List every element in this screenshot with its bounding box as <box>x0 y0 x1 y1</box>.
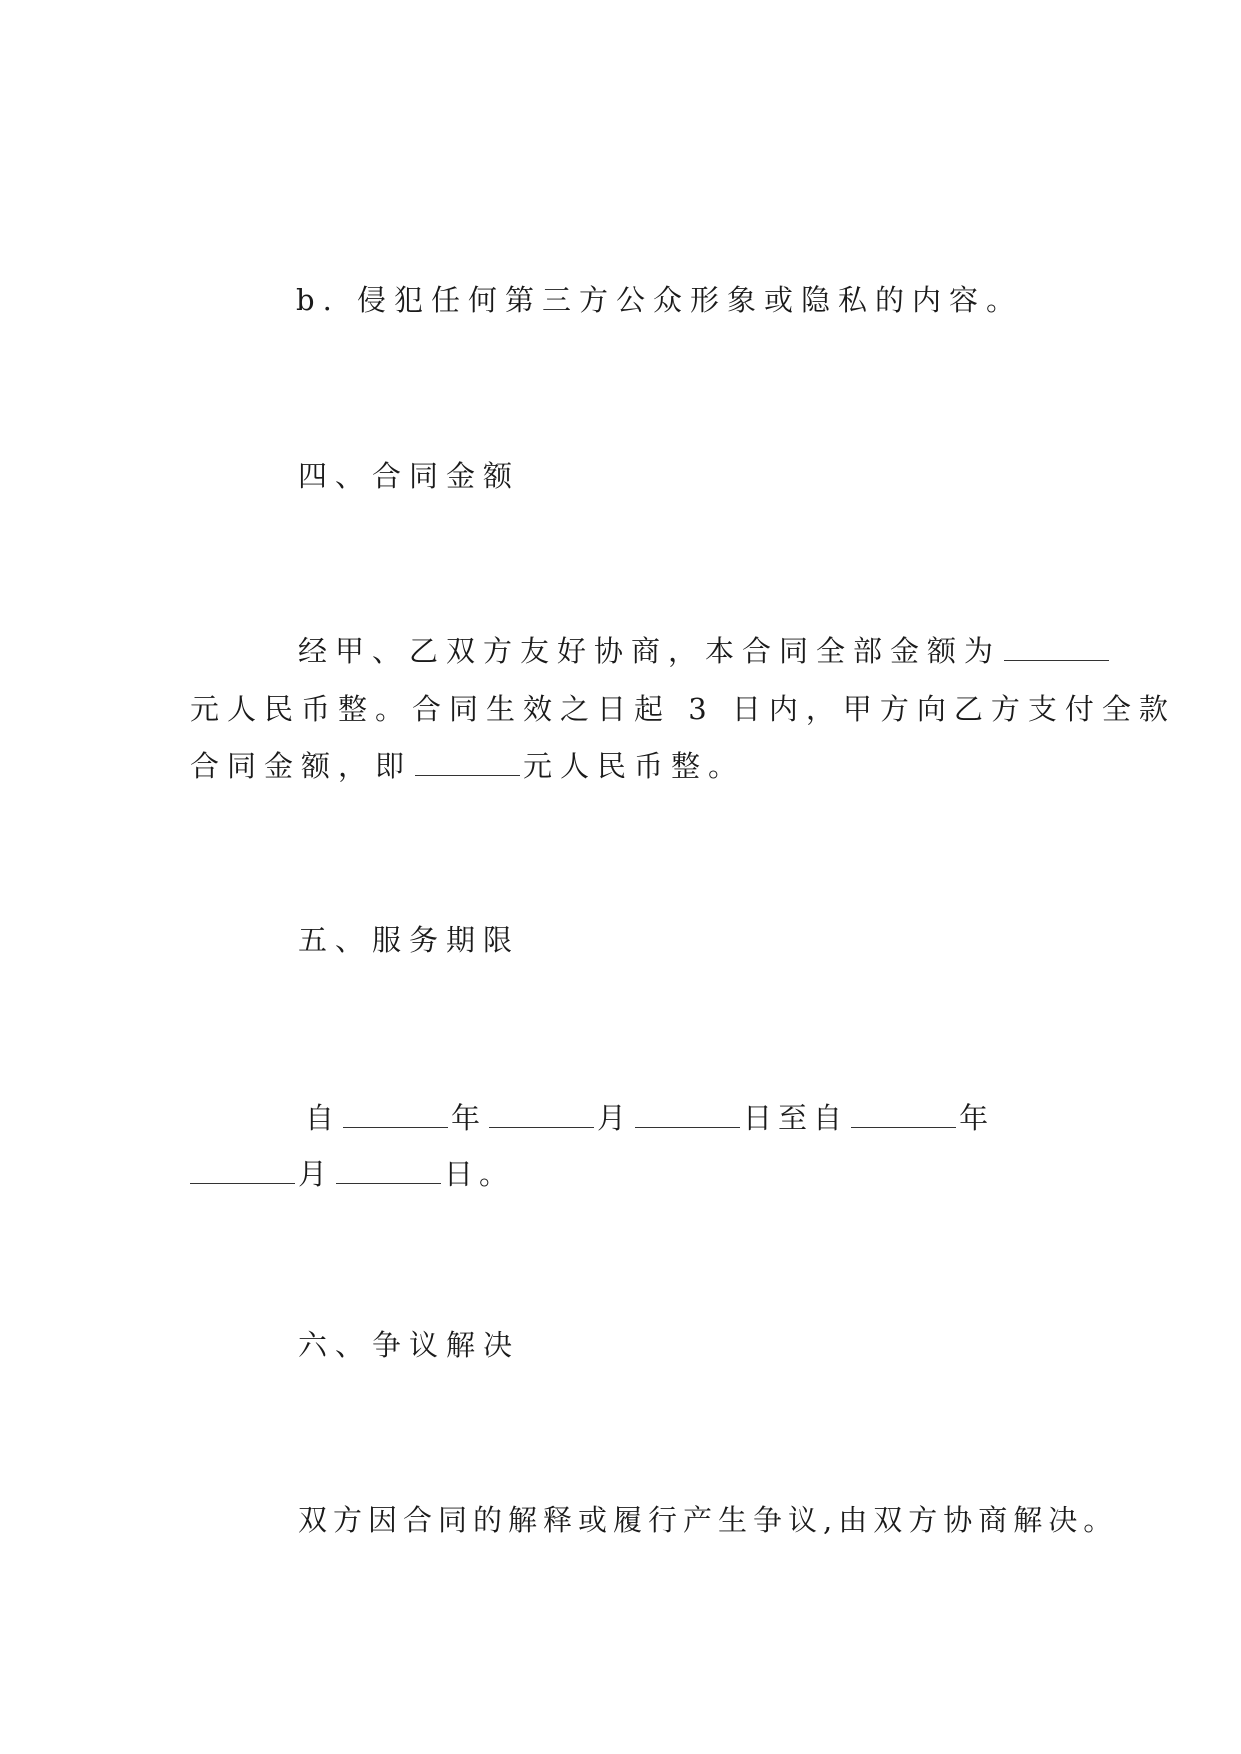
start-day-blank <box>635 1097 740 1128</box>
period-text: 年 <box>959 1101 995 1135</box>
end-day-blank <box>336 1153 441 1184</box>
start-year-blank <box>343 1097 448 1128</box>
amount-paragraph-line-1 <box>298 630 1112 671</box>
amount-paragraph-line-3 <box>190 745 745 786</box>
clause-item-b: b. 侵犯任何第三方公众形象或隐私的内容。 <box>296 283 1024 317</box>
start-month-blank <box>489 1097 594 1128</box>
period-text: 月 <box>298 1157 334 1191</box>
dispute-paragraph: 双方因合同的解释或履行产生争议,由双方协商解决。 <box>298 1503 1119 1537</box>
payment-amount-blank <box>415 745 520 776</box>
period-text: 年 <box>451 1101 487 1135</box>
period-text: 日。 <box>444 1157 515 1191</box>
section-heading-service-period: 五、服务期限 <box>298 923 521 957</box>
period-text: 日至自 <box>743 1101 849 1135</box>
section-heading-contract-amount: 四、合同金额 <box>298 459 521 493</box>
end-year-blank <box>851 1097 956 1128</box>
amount-text: 经甲、乙双方友好协商，本合同全部金额为 <box>298 634 1002 668</box>
amount-text: 合同金额，即 <box>190 749 413 783</box>
period-text: 自 <box>305 1101 341 1135</box>
period-line-2 <box>187 1153 514 1194</box>
period-line-1 <box>305 1097 994 1138</box>
end-month-blank <box>190 1153 295 1184</box>
amount-text: 元人民币整。 <box>523 749 746 783</box>
total-amount-blank <box>1004 630 1109 661</box>
period-text: 月 <box>597 1101 633 1135</box>
section-heading-dispute-resolution: 六、争议解决 <box>298 1328 521 1362</box>
amount-paragraph-line-2: 元人民币整。合同生效之日起 3 日内，甲方向乙方支付全款 <box>190 692 1176 726</box>
